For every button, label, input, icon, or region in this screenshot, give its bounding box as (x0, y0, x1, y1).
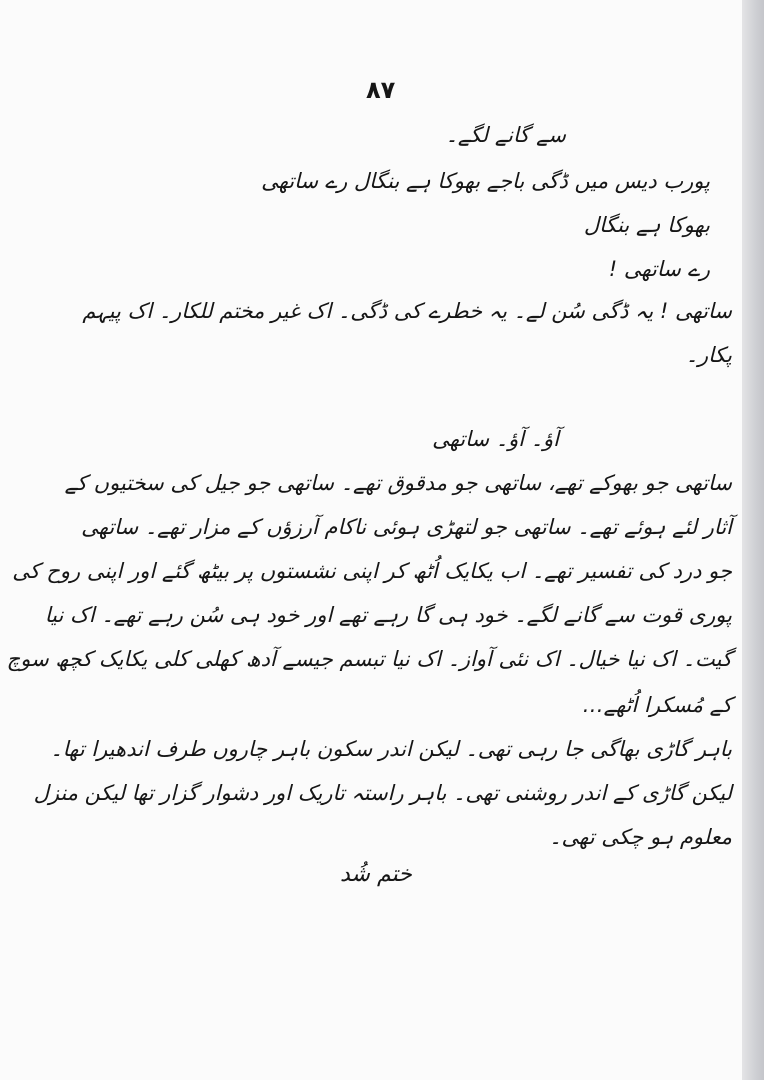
text-line: لیکن گاڑی کے اندر روشنی تھی۔ باہر راستہ تاریک اور دشوار گزار تھا لیکن منزل (33, 781, 732, 805)
text-line: پکار۔ (685, 343, 732, 367)
text-line: رے ساتھی ! (608, 257, 710, 281)
page-edge (742, 0, 764, 1080)
text-line: آؤ۔ آؤ۔ ساتھی (432, 427, 559, 451)
text-line: پورب دیس میں ڈگی باجے بھوکا ہے بنگال رے ساتھی (261, 169, 710, 193)
text-line: باہر گاڑی بھاگی جا رہی تھی۔ لیکن اندر سکون باہر چاروں طرف اندھیرا تھا۔ (50, 737, 732, 761)
text-line: آثار لئے ہوئے تھے۔ ساتھی جو لتھڑی ہوئی ناکام آرزؤں کے مزار تھے۔ ساتھی (81, 515, 732, 539)
text-line: کے مُسکرا اُٹھے… (582, 693, 732, 717)
page-number: ۸۷ (366, 76, 396, 104)
text-line: ساتھی ! یہ ڈگی سُن لے۔ یہ خطرے کی ڈگی۔ اک غیر مختم للکار۔ اک پیہم (82, 299, 732, 323)
ending-text: ختم شُد (340, 862, 412, 887)
text-line: پوری قوت سے گانے لگے۔ خود ہی گا رہے تھے اور خود ہی سُن رہے تھے۔ اک نیا (44, 603, 732, 627)
text-line: سے گانے لگے۔ (445, 123, 566, 147)
text-line: گیت۔ اک نیا خیال۔ اک نئی آواز۔ اک نیا تبسم جیسے آدھ کھلی کلی یکایک کچھ سوچ (6, 647, 732, 671)
text-line: بھوکا ہے بنگال (583, 213, 710, 237)
text-line: معلوم ہو چکی تھی۔ (549, 825, 732, 849)
text-line: جو درد کی تفسیر تھے۔ اب یکایک اُٹھ کر اپنی نشستوں پر بیٹھ گئے اور اپنی روح کی (12, 559, 732, 583)
text-line: ساتھی جو بھوکے تھے، ساتھی جو مدقوق تھے۔ ساتھی جو جیل کی سختیوں کے (64, 471, 732, 495)
